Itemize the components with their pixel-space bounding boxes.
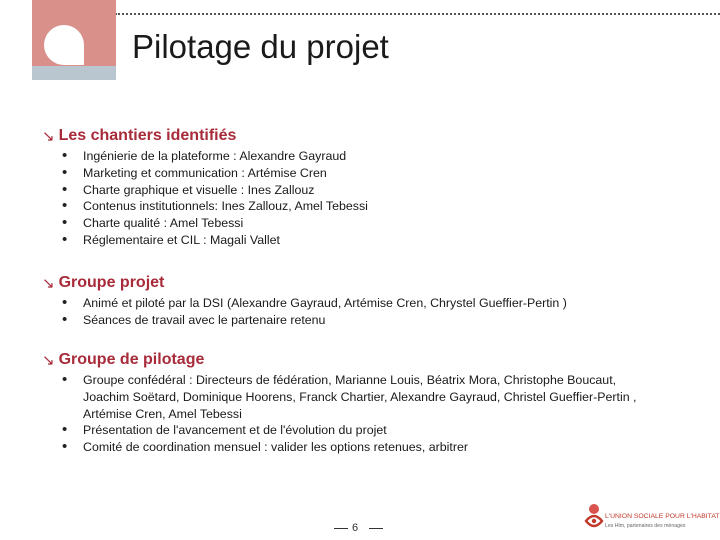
- section-groupe-projet: [42, 274, 702, 329]
- logo-name: L'UNION SOCIALE POUR L'HABITAT: [605, 513, 720, 520]
- list-item: • Séances de travail avec le partenaire retenu: [62, 310, 326, 328]
- bullet-icon: •: [62, 310, 68, 328]
- footer-rule-right: [369, 528, 383, 529]
- bullet-icon: •: [62, 163, 68, 181]
- list-item: • Réglementaire et CIL : Magali Vallet: [62, 230, 280, 248]
- logo-tagline: Les Hlm, partenaires des ménages: [605, 523, 686, 529]
- footer-rule-left: [334, 528, 348, 529]
- bullet-icon: •: [62, 371, 68, 388]
- section-heading-text: Groupe projet: [58, 274, 165, 291]
- section-chantiers: [42, 127, 702, 249]
- list-item: • Marketing et communication : Artémise Cren: [62, 163, 327, 181]
- bullet-icon: •: [62, 197, 68, 215]
- list-item: • Charte qualité : Amel Tebessi: [62, 214, 244, 232]
- list-item: • Présentation de l'avancement et de l'évolution du projet: [62, 421, 387, 439]
- section-heading-text: Les chantiers identifiés: [58, 127, 237, 144]
- section-heading: [42, 274, 702, 292]
- top-dotted-rule: [115, 13, 720, 15]
- page-title: Pilotage du projet: [132, 28, 389, 65]
- list-item: • Contenus institutionnels: Ines Zallouz, Amel Tebessi: [62, 197, 368, 215]
- bullet-icon: •: [62, 294, 68, 311]
- list-item: • Animé et piloté par la DSI (Alexandre Gayraud, Artémise Cren, Chrystel Gueffier-Pertin ): [62, 294, 567, 311]
- leaf-shape-icon: [44, 25, 84, 65]
- bullet-icon: •: [62, 147, 68, 164]
- list-item: • Comité de coordination mensuel : valider les options retenues, arbitrer: [62, 438, 468, 456]
- section-heading: [42, 351, 702, 369]
- title-decoration-strip: [32, 66, 116, 80]
- arrow-down-right-icon: ↘: [42, 275, 55, 292]
- bullet-icon: •: [62, 421, 68, 439]
- arrow-down-right-icon: ↘: [42, 128, 55, 145]
- bullet-icon: •: [62, 180, 68, 198]
- section-groupe-pilotage: [42, 351, 702, 456]
- list-item: • Ingénierie de la plateforme : Alexandre Gayraud: [62, 147, 347, 164]
- bullet-icon: •: [62, 214, 68, 232]
- section-heading-text: Groupe de pilotage: [58, 351, 205, 368]
- bullet-list: [42, 148, 702, 249]
- bullet-icon: •: [62, 438, 68, 456]
- list-item: • Groupe confédéral : Directeurs de fédération, Marianne Louis, Béatrix Mora, Christophe Boucaut, Joachim Soëtard, Dominique Hoorens, Franck Chartier, Alexandre Gayraud, Christel Gueffier-Pertin , Artémise Cren, Amel Tebessi: [62, 371, 637, 421]
- section-heading: [42, 127, 702, 145]
- bullet-list: [42, 372, 642, 456]
- page-number: 6: [352, 522, 359, 534]
- arrow-down-right-icon: ↘: [42, 352, 55, 369]
- list-item: • Charte graphique et visuelle : Ines Zallouz: [62, 180, 315, 198]
- bullet-icon: •: [62, 230, 68, 248]
- bullet-list: [42, 295, 702, 329]
